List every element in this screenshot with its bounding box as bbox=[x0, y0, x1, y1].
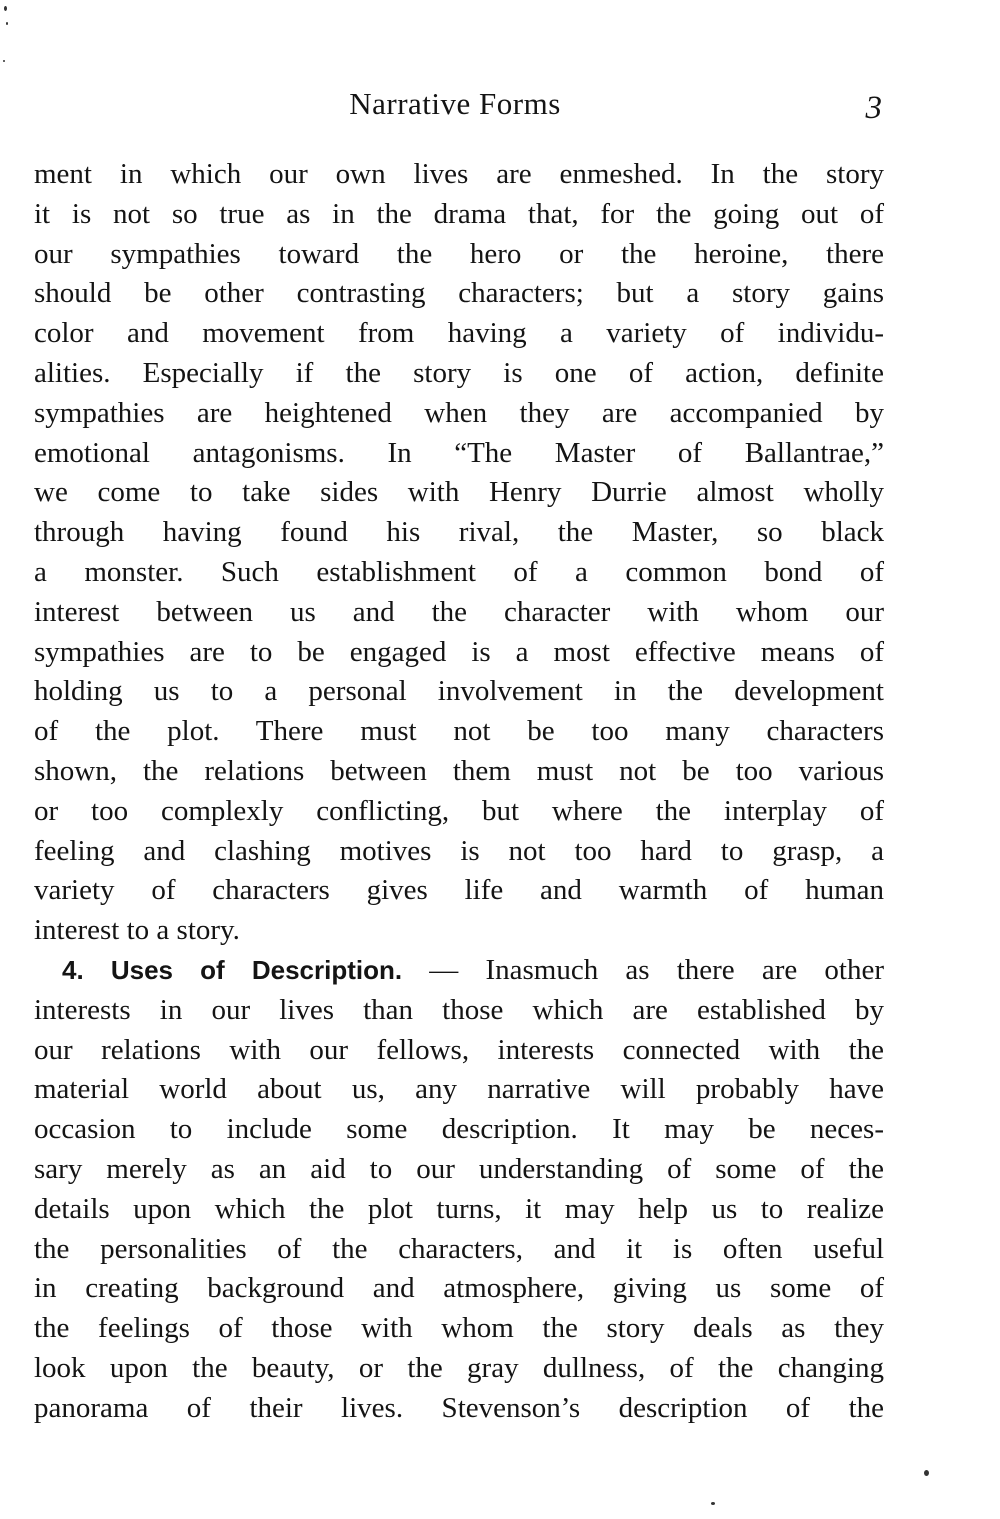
section-number: 4. bbox=[62, 954, 84, 985]
running-title: Narrative Forms bbox=[349, 86, 561, 121]
text-line: interest between us and the character with whom our bbox=[34, 595, 884, 628]
text-line: or too complexly conflicting, but where the interplay of bbox=[34, 794, 884, 827]
text-line: in creating background and atmosphere, giving us some of bbox=[34, 1272, 884, 1305]
text-line: panorama of their lives. Stevenson’s description of the bbox=[34, 1391, 884, 1424]
text-line: sary merely as an aid to our understanding of some of the bbox=[34, 1152, 884, 1185]
scan-speck bbox=[924, 1470, 929, 1476]
text-line: our sympathies toward the hero or the heroine, there bbox=[34, 237, 884, 270]
section-heading-line bbox=[34, 951, 884, 991]
text-line: sympathies are heightened when they are accompanied by bbox=[34, 396, 884, 429]
text-line: sympathies are to be engaged is a most effective means of bbox=[34, 635, 884, 668]
text-line: interest to a story. bbox=[34, 914, 240, 947]
text-line: shown, the relations between them must not be too various bbox=[34, 754, 884, 787]
scan-speck bbox=[6, 22, 8, 25]
text-line: alities. Especially if the story is one of action, definite bbox=[34, 356, 884, 389]
paragraph-1 bbox=[34, 155, 884, 951]
section-4 bbox=[34, 951, 884, 1429]
text-line: through having found his rival, the Master, so black bbox=[34, 516, 884, 549]
text-line: color and movement from having a variety of individu- bbox=[34, 317, 884, 350]
section-first-line: — Inasmuch as there are other bbox=[429, 953, 884, 986]
text-line: our relations with our fellows, interests connected with the bbox=[34, 1033, 884, 1066]
page-number: 3 bbox=[865, 90, 882, 126]
scan-speck bbox=[3, 60, 5, 62]
text-line: variety of characters gives life and warmth of human bbox=[34, 874, 884, 907]
scan-speck bbox=[4, 6, 7, 11]
text-line: we come to take sides with Henry Durrie almost wholly bbox=[34, 476, 884, 509]
text-line: the personalities of the characters, and it is often useful bbox=[34, 1232, 884, 1265]
text-line: emotional antagonisms. In “The Master of Ballantrae,” bbox=[34, 436, 884, 469]
text-line: interests in our lives than those which are established by bbox=[34, 993, 884, 1026]
running-head bbox=[0, 82, 1000, 126]
text-line: of the plot. There must not be too many characters bbox=[34, 715, 884, 748]
text-line: ment in which our own lives are enmeshed. In the story bbox=[34, 158, 884, 190]
scan-speck bbox=[711, 1502, 715, 1505]
text-line: it is not so true as in the drama that, for the going out of bbox=[34, 197, 884, 230]
section-title: Uses of Description. bbox=[110, 954, 403, 985]
text-line: look upon the beauty, or the gray dullness, of the changing bbox=[34, 1351, 884, 1384]
body-text bbox=[34, 155, 884, 1429]
text-line: should be other contrasting characters; but a story gains bbox=[34, 277, 884, 310]
text-line: holding us to a personal involvement in the development bbox=[34, 675, 884, 708]
text-line: details upon which the plot turns, it may help us to realize bbox=[34, 1192, 884, 1225]
text-line: material world about us, any narrative will probably have bbox=[34, 1073, 884, 1106]
text-line: the feelings of those with whom the story deals as they bbox=[34, 1312, 884, 1345]
text-line: a monster. Such establishment of a common bond of bbox=[34, 555, 884, 588]
text-line: occasion to include some description. It may be neces- bbox=[34, 1113, 884, 1146]
text-line: feeling and clashing motives is not too hard to grasp, a bbox=[34, 834, 884, 867]
